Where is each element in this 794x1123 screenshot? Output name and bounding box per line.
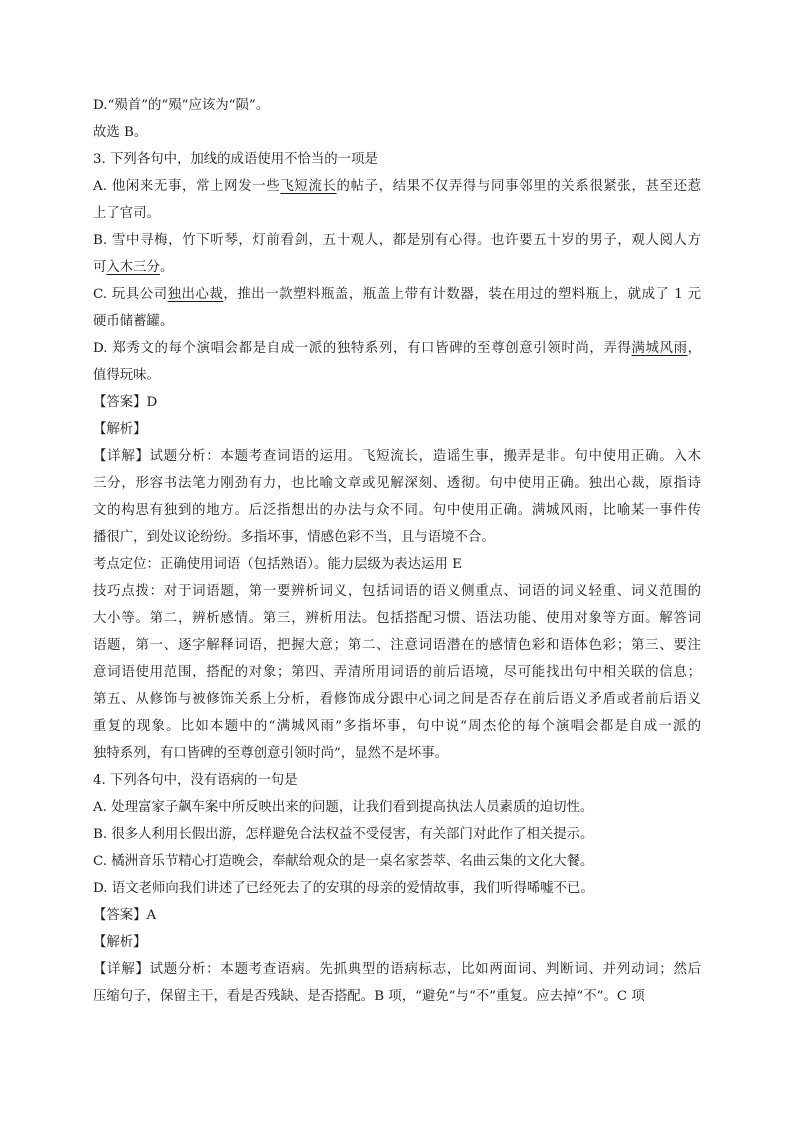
text-line: A. 处理富家子飙车案中所反映出来的问题，让我们看到提高执法人员素质的迫切性。	[93, 800, 594, 815]
text-line: 3. 下列各句中，加线的成语使用不恰当的一项是	[93, 152, 378, 167]
text-line: B. 很多人利用长假出游，怎样避免合法权益不受侵害，有关部门对此作了相关提示。	[93, 827, 594, 842]
text-line: 4. 下列各句中，没有语病的一句是	[93, 773, 298, 788]
text-line: 考点定位：正确使用词语（包括熟语）。能力层级为表达运用 E	[93, 557, 462, 572]
text-line: 压缩句子，保留主干，看是否残缺、是否搭配。B 项，“避免”与“不”重复。应去掉“不”。C 项	[93, 989, 645, 1004]
text-line: 【解析】	[93, 422, 147, 437]
document-body	[93, 92, 701, 1010]
underlined-idiom: 独出心裁	[167, 287, 224, 302]
text-line: 可入木三分。	[93, 260, 174, 275]
text-line: 文的构思有独到的地方。后泛指想出的办法与众不同。句中使用正确。满城风雨，比喻某一事件传	[93, 503, 701, 518]
text-line: B. 雪中寻梅，竹下听琴，灯前看剑，五十观人，都是别有心得。也许要五十岁的男子，观人阅人方	[93, 233, 701, 248]
text-line: A. 他闲来无事，常上网发一些飞短流长的帖子，结果不仅弄得与同事邻里的关系很紧张，甚至还惹	[93, 179, 701, 194]
text-line: 第五、从修饰与被修饰关系上分析，看修饰成分跟中心词之间是否存在前后语义矛盾或者前后语义	[93, 692, 701, 707]
text-line: 故选 B。	[93, 125, 148, 140]
text-line: 硬币储蓄罐。	[93, 314, 174, 329]
text-line: 【详解】试题分析：本题考查语病。先抓典型的语病标志，比如两面词、判断词、并列动词；然后	[93, 962, 701, 977]
text-line: 上了官司。	[93, 206, 160, 221]
text-line: 重复的现象。比如本题中的“满城风雨”多指坏事，句中说“周杰伦的每个演唱会都是自成一派的	[93, 719, 701, 734]
text-line: 【答案】A	[93, 908, 157, 923]
text-line: D. 郑秀文的每个演唱会都是自成一派的独特系列，有口皆碑的至尊创意引领时尚，弄得满城风雨，	[93, 341, 701, 356]
text-line: C. 玩具公司独出心裁，推出一款塑料瓶盖，瓶盖上带有计数器，装在用过的塑料瓶上，就成了 1 元	[93, 287, 701, 302]
text-line: 语题，第一、逐字解释词语，把握大意；第二、注意词语潜在的感情色彩和语体色彩；第三、要注	[93, 638, 701, 653]
text-line: 意词语使用范围，搭配的对象；第四、弄清所用词语的前后语境，尽可能找出句中相关联的信息；	[93, 665, 701, 680]
text-line: 独特系列，有口皆碑的至尊创意引领时尚”，显然不是坏事。	[93, 746, 448, 761]
text-line: 三分，形容书法笔力刚劲有力，也比喻文章或见解深刻、透彻。句中使用正确。独出心裁，原指诗	[93, 476, 701, 491]
text-line: 【答案】D	[93, 395, 158, 410]
text-line: 【解析】	[93, 935, 147, 950]
text-line: D. 语文老师向我们讲述了已经死去了的安琪的母亲的爱情故事，我们听得唏嘘不已。	[93, 881, 594, 896]
underlined-idiom: 入木三分	[106, 260, 160, 275]
text-line: 值得玩味。	[93, 368, 160, 383]
text-line: D.“殒首”的“殒”应该为“陨”。	[93, 98, 270, 113]
text-line: C. 橘洲音乐节精心打造晚会，奉献给观众的是一桌名家荟萃、名曲云集的文化大餐。	[93, 854, 594, 869]
text-line: 【详解】试题分析：本题考查词语的运用。飞短流长，造谣生事，搬弄是非。句中使用正确。入木	[93, 449, 701, 464]
text-line: 播很广，到处议论纷纷。多指坏事，情感色彩不当，且与语境不合。	[93, 530, 495, 545]
text-line: 大小等。第二，辨析感情。第三，辨析用法。包括搭配习惯、语法功能、使用对象等方面。解答词	[93, 611, 701, 626]
document-page	[93, 92, 701, 1010]
underlined-idiom: 飞短流长	[280, 179, 337, 194]
underlined-idiom: 满城风雨	[631, 341, 688, 356]
text-line: 技巧点拨：对于词语题，第一要辨析词义，包括词语的语义侧重点、词语的词义轻重、词义范围的	[93, 584, 701, 599]
